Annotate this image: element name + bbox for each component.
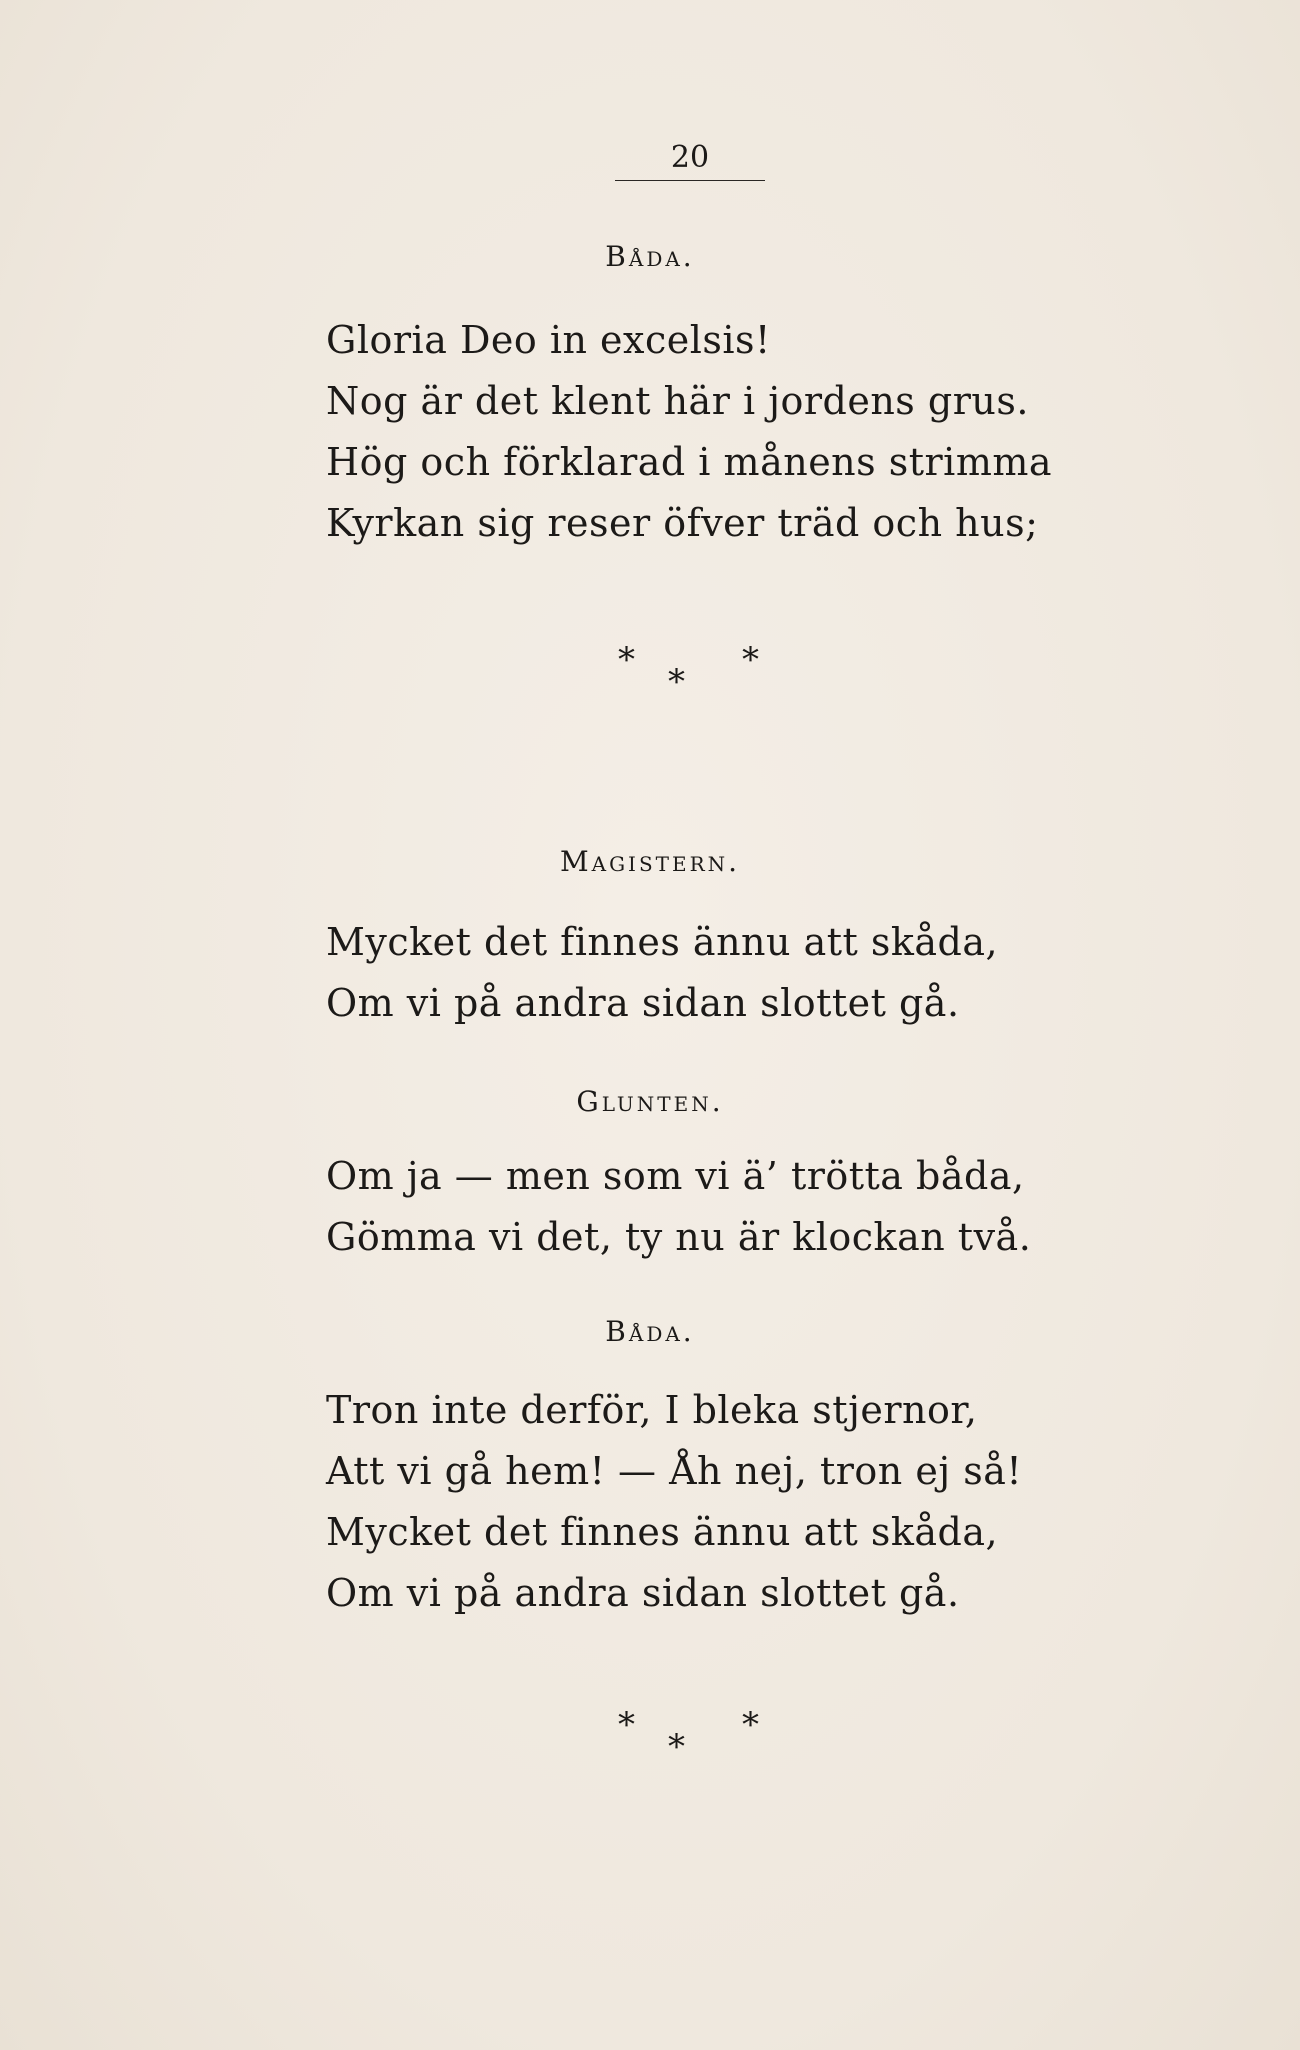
asterism-divider: [600, 1705, 780, 1785]
verse-line: Att vi gå hem! — Åh nej, tron ej så!: [326, 1449, 1023, 1493]
verse-stanza: [326, 912, 1126, 1034]
asterism-divider: [600, 640, 780, 720]
verse-line: Gloria Deo in excelsis!: [326, 318, 771, 362]
verse-line: Om vi på andra sidan slottet gå.: [326, 1571, 960, 1615]
verse-line: Mycket det finnes ännu att skåda,: [326, 920, 999, 964]
asterisk: *: [668, 662, 685, 702]
speaker-heading: Båda.: [605, 240, 695, 273]
verse-line: Om ja — men som vi ä’ trötta båda,: [326, 1154, 1025, 1198]
speaker-heading: Båda.: [605, 1315, 695, 1348]
asterisk: *: [618, 640, 635, 680]
verse-line: Gömma vi det, ty nu är klockan två.: [326, 1215, 1032, 1259]
asterisk: *: [742, 1705, 759, 1745]
asterisk: *: [618, 1705, 635, 1745]
verse-line: Mycket det finnes ännu att skåda,: [326, 1510, 999, 1554]
asterisk: *: [742, 640, 759, 680]
verse-line: Hög och förklarad i månens strimma: [326, 440, 1053, 484]
verse-line: Om vi på andra sidan slottet gå.: [326, 981, 960, 1025]
verse-line: Tron inte derför, I bleka stjernor,: [326, 1388, 978, 1432]
verse-stanza: [326, 310, 1126, 554]
verse-stanza: [326, 1146, 1126, 1268]
verse-line: Nog är det klent här i jordens grus.: [326, 379, 1029, 423]
asterisk: *: [668, 1727, 685, 1767]
page-header: [615, 140, 765, 181]
speaker-heading: Magistern.: [559, 845, 741, 878]
page-number: 20: [670, 140, 710, 175]
speaker-heading: Glunten.: [576, 1085, 724, 1118]
verse-stanza: [326, 1380, 1126, 1624]
verse-line: Kyrkan sig reser öfver träd och hus;: [326, 501, 1039, 545]
header-rule: [615, 180, 765, 181]
